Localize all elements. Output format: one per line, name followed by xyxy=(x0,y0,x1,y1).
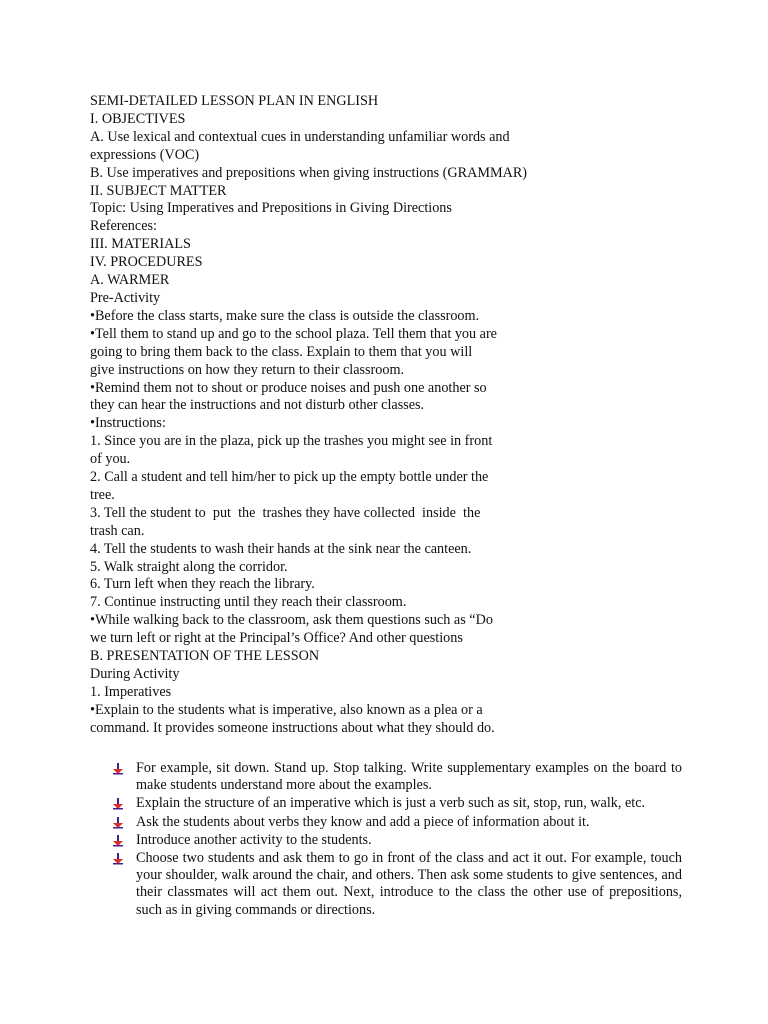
text-line: 4. Tell the students to wash their hands at the sink near the canteen. xyxy=(90,540,472,557)
text-line: Topic: Using Imperatives and Prepositions in Giving Directions xyxy=(90,200,452,217)
list-item xyxy=(112,760,682,794)
list-item xyxy=(112,832,682,849)
text-line: tree. xyxy=(90,486,115,503)
arrow-bullet-icon xyxy=(112,852,124,865)
text-line: going to bring them back to the class. Explain to them that you will xyxy=(90,343,473,360)
bullet-list xyxy=(112,760,682,920)
text-line: 3. Tell the student to put the trashes they have collected inside the xyxy=(90,504,481,521)
section-heading: A. WARMER xyxy=(90,272,170,289)
text-line: 5. Walk straight along the corridor. xyxy=(90,558,288,575)
list-item-text: Explain the structure of an imperative which is just a verb such as sit, stop, run, walk, etc. xyxy=(136,795,646,812)
text-line: •Before the class starts, make sure the class is outside the classroom. xyxy=(90,307,480,324)
text-line: 1. Imperatives xyxy=(90,683,172,700)
list-item-text: Introduce another activity to the students. xyxy=(136,831,372,848)
text-line: A. Use lexical and contextual cues in understanding unfamiliar words and xyxy=(90,128,510,145)
list-item-text: For example, sit down. Stand up. Stop talking. Write supplementary examples on the board to make students understand more about the examples. xyxy=(136,760,682,794)
text-line: 1. Since you are in the plaza, pick up the trashes you might see in front xyxy=(90,433,493,450)
list-item xyxy=(112,814,682,831)
list-item xyxy=(112,850,682,919)
text-line: 7. Continue instructing until they reach their classroom. xyxy=(90,594,407,611)
section-heading: IV. PROCEDURES xyxy=(90,254,203,271)
text-line: •Tell them to stand up and go to the school plaza. Tell them that you are xyxy=(90,325,497,342)
section-heading: II. SUBJECT MATTER xyxy=(90,182,227,199)
arrow-bullet-icon xyxy=(112,762,124,775)
text-line: of you. xyxy=(90,451,131,468)
section-heading: III. MATERIALS xyxy=(90,236,191,253)
text-line: •Remind them not to shout or produce noises and push one another so xyxy=(90,379,487,396)
arrow-bullet-icon xyxy=(112,834,124,847)
text-line: 6. Turn left when they reach the library. xyxy=(90,576,315,593)
section-heading: I. OBJECTIVES xyxy=(90,110,186,127)
text-line: During Activity xyxy=(90,666,180,682)
list-item-text: Ask the students about verbs they know and add a piece of information about it. xyxy=(136,813,590,830)
arrow-bullet-icon xyxy=(112,797,124,810)
list-item-text: Choose two students and ask them to go in front of the class and act it out. For example, touch your shoulder, walk around the chair, and others. Then ask some students to give sentences, and their classmates will act them out. Next, introduce to the class the other use of prepositions, such as in giving commands or directions. xyxy=(136,850,682,918)
text-line: we turn left or right at the Principal’s Office? And other questions xyxy=(90,630,463,647)
text-line: B. Use imperatives and prepositions when giving instructions (GRAMMAR) xyxy=(90,164,528,181)
text-line: give instructions on how they return to their classroom. xyxy=(90,361,405,378)
arrow-bullet-icon xyxy=(112,816,124,829)
text-line: Pre-Activity xyxy=(90,289,161,306)
text-line: •While walking back to the classroom, ask them questions such as “Do xyxy=(90,612,493,629)
list-item xyxy=(112,795,682,812)
text-line: trash can. xyxy=(90,522,145,539)
text-line: command. It provides someone instructions about what they should do. xyxy=(90,719,495,736)
text-line: •Instructions: xyxy=(90,415,166,432)
text-line: •Explain to the students what is imperative, also known as a plea or a xyxy=(90,701,483,718)
text-line: expressions (VOC) xyxy=(90,146,200,163)
lesson-plan-text xyxy=(90,93,560,738)
text-line: References: xyxy=(90,218,157,235)
section-heading: B. PRESENTATION OF THE LESSON xyxy=(90,648,320,665)
text-line: 2. Call a student and tell him/her to pick up the empty bottle under the xyxy=(90,469,489,486)
text-line: they can hear the instructions and not disturb other classes. xyxy=(90,397,425,414)
document-title: SEMI-DETAILED LESSON PLAN IN ENGLISH xyxy=(90,93,379,109)
